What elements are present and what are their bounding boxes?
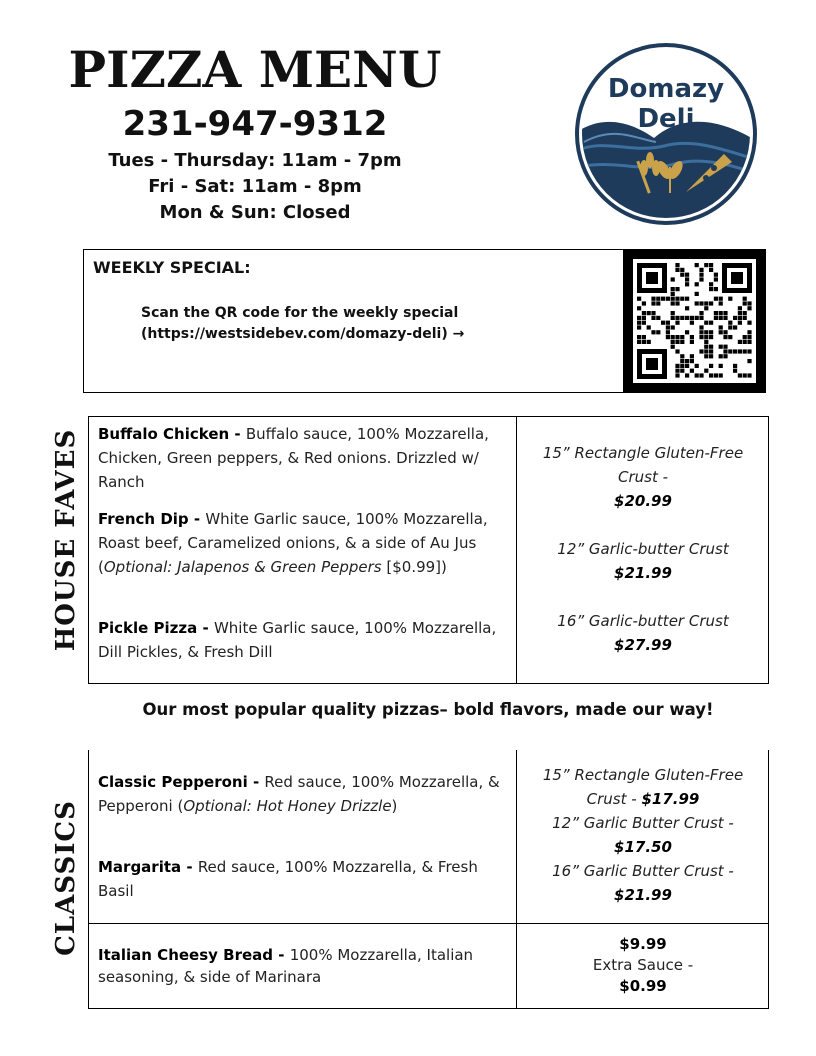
price-value: $17.50 bbox=[614, 838, 672, 856]
classics-price-12-garlic-butter bbox=[524, 811, 762, 859]
item-name: Classic Pepperoni - bbox=[98, 773, 265, 791]
price-value: $17.99 bbox=[641, 790, 700, 808]
tagline: Our most popular quality pizzas– bold flavors, made our way! bbox=[142, 700, 714, 719]
price-size: 12” Garlic-butter Crust bbox=[557, 540, 729, 558]
hours-block bbox=[80, 148, 430, 226]
item-desc: Buffalo sauce, 100% Mozzarella, Chicken, Green peppers, & Red onions. Drizzled w/ Ranch bbox=[98, 425, 489, 491]
house-faves-label: HOUSE FAVES bbox=[51, 428, 81, 652]
menu-item-cheesy-bread bbox=[98, 944, 510, 988]
domazy-deli-logo bbox=[574, 42, 758, 226]
item-optional-label: Optional bbox=[103, 558, 168, 576]
hours-line: Mon & Sun: Closed bbox=[159, 202, 351, 223]
price-size: 15” Rectangle Gluten-Free Crust - bbox=[542, 766, 744, 808]
table-edge bbox=[768, 750, 769, 924]
menu-item-margarita bbox=[98, 855, 508, 903]
item-end: ) bbox=[391, 797, 398, 815]
item-name: Italian Cheesy Bread - bbox=[98, 946, 290, 964]
logo-line2: Deli bbox=[637, 104, 695, 134]
special-link[interactable]: (https://westsidebev.com/domazy-deli) → bbox=[141, 326, 465, 342]
weekly-special-title: WEEKLY SPECIAL: bbox=[93, 258, 251, 277]
qr-code-icon[interactable] bbox=[623, 249, 766, 393]
column-divider bbox=[516, 416, 517, 684]
price-size: 16” Garlic Butter Crust - bbox=[552, 862, 734, 880]
menu-item-french-dip bbox=[98, 507, 510, 579]
table-edge bbox=[88, 750, 89, 924]
classics-price-15-gluten-free bbox=[524, 763, 762, 811]
price-15-gluten-free bbox=[524, 441, 762, 513]
price-value: $21.99 bbox=[614, 564, 672, 582]
price-value: $9.99 bbox=[619, 935, 667, 953]
menu-item-buffalo-chicken bbox=[98, 422, 508, 494]
price-value: $21.99 bbox=[614, 886, 672, 904]
column-divider bbox=[516, 923, 517, 1009]
price-size: 15” Rectangle Gluten-Free Crust - bbox=[542, 444, 744, 486]
price-size: 12” Garlic Butter Crust - bbox=[552, 814, 734, 832]
item-optional-text: : Jalapenos & Green Peppers bbox=[167, 558, 382, 576]
price-value: $20.99 bbox=[614, 492, 672, 510]
item-name: Pickle Pizza - bbox=[98, 619, 214, 637]
price-12-garlic-butter bbox=[524, 537, 762, 585]
item-optional-price: [$0.99]) bbox=[381, 558, 447, 576]
item-optional: Optional: Hot Honey Drizzle bbox=[183, 797, 392, 815]
column-divider bbox=[516, 750, 517, 924]
special-line: Scan the QR code for the weekly special bbox=[141, 305, 459, 321]
menu-item-pickle-pizza bbox=[98, 616, 508, 664]
item-name: Buffalo Chicken - bbox=[98, 425, 246, 443]
price-16-garlic-butter bbox=[524, 609, 762, 657]
classics-label: CLASSICS bbox=[51, 800, 81, 956]
menu-title: PIZZA MENU bbox=[68, 40, 442, 99]
item-desc: Red sauce, 100% Mozzarella, & Pepperoni ( bbox=[98, 773, 500, 815]
logo-line1: Domazy bbox=[607, 74, 725, 104]
item-name: Margarita - bbox=[98, 858, 198, 876]
item-desc: 100% Mozzarella, Italian seasoning, & side of Marinara bbox=[98, 946, 474, 986]
extra-sauce-price: $0.99 bbox=[619, 977, 667, 995]
price-value: $27.99 bbox=[614, 636, 672, 654]
price-size: 16” Garlic-butter Crust bbox=[557, 612, 729, 630]
hours-line: Tues - Thursday: 11am - 7pm bbox=[108, 150, 402, 171]
hours-line: Fri - Sat: 11am - 8pm bbox=[148, 176, 362, 197]
extra-sauce-label: Extra Sauce - bbox=[592, 956, 694, 974]
weekly-special-text bbox=[141, 303, 464, 345]
menu-item-classic-pepperoni bbox=[98, 770, 508, 818]
item-desc: White Garlic sauce, 100% Mozzarella, Dill Pickles, & Fresh Dill bbox=[98, 619, 497, 661]
cheesy-bread-price bbox=[524, 934, 762, 997]
item-desc: Red sauce, 100% Mozzarella, & Fresh Basil bbox=[98, 858, 478, 900]
item-name: French Dip - bbox=[98, 510, 206, 528]
phone-number: 231-947-9312 bbox=[122, 104, 388, 144]
item-desc: White Garlic sauce, 100% Mozzarella, Roast beef, Caramelized onions, & a side of Au Jus ( bbox=[98, 510, 488, 576]
classics-price-16-garlic-butter bbox=[524, 859, 762, 907]
